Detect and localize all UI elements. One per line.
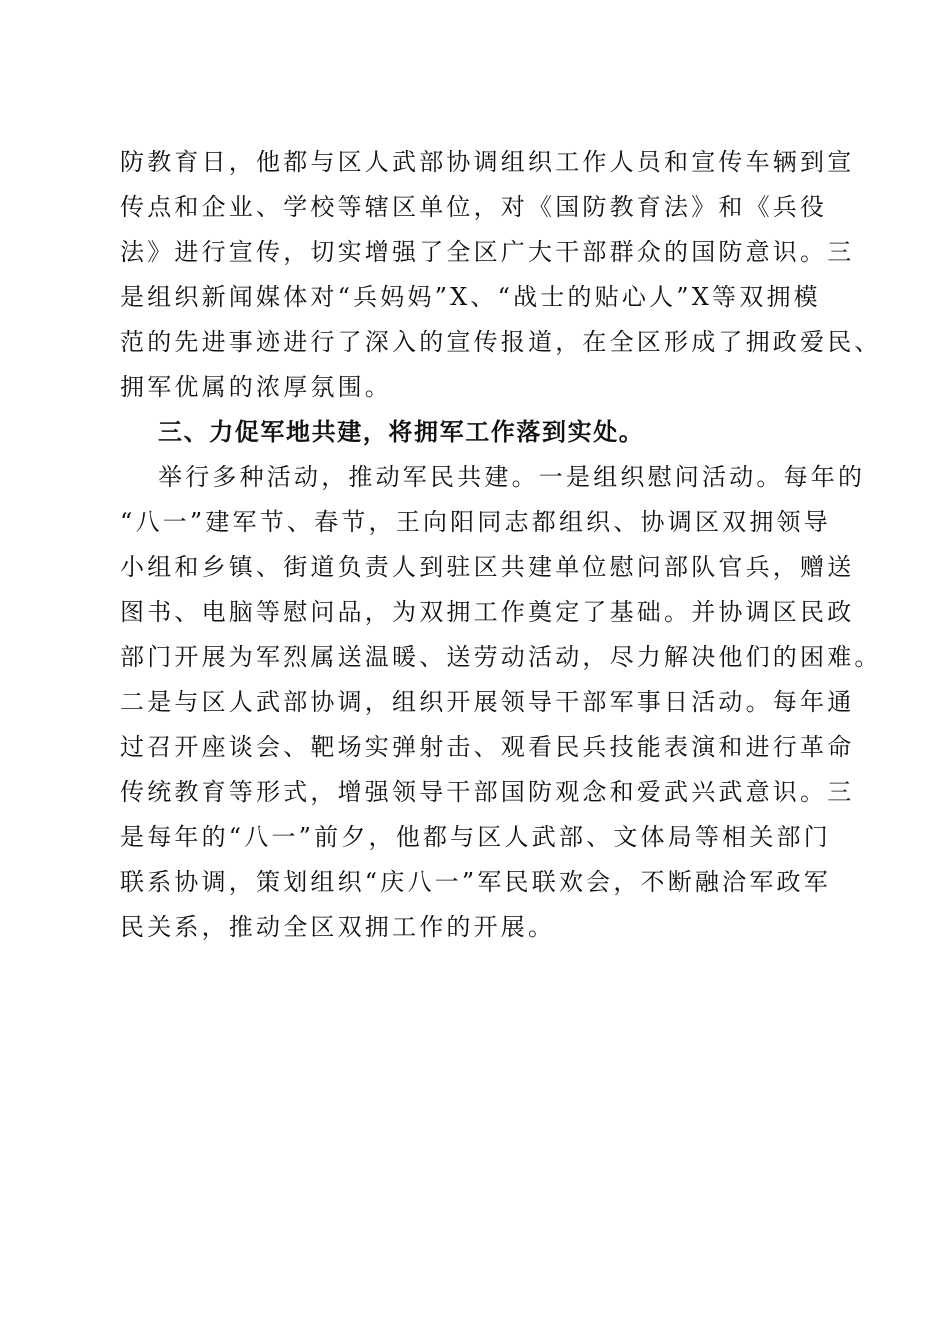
section-heading: 三、力促军地共建，将拥军工作落到实处。 <box>158 418 645 446</box>
text-line: 联系协调，策划组织“庆八一”军民联欢会，不断融洽军政军 <box>120 868 831 896</box>
text-line: 过召开座谈会、靶场实弹射击、观看民兵技能表演和进行革命 <box>120 733 855 761</box>
text-line: 传统教育等形式，增强领导干部国防观念和爱武兴武意识。三 <box>120 778 855 806</box>
text-line: 举行多种活动，推动军民共建。一是组织慰问活动。每年的 <box>158 463 866 491</box>
text-line: “八一”建军节、春节，王向阳同志都组织、协调区双拥领导 <box>120 508 831 536</box>
paragraph-2 <box>120 455 882 950</box>
text-line: 拥军优属的浓厚氛围。 <box>120 373 392 401</box>
text-line: 图书、电脑等慰问品，为双拥工作奠定了基础。并协调区民政 <box>120 598 855 626</box>
paragraph-1 <box>120 140 882 410</box>
text-line: 防教育日，他都与区人武部协调组织工作人员和宣传车辆到宣 <box>120 148 855 176</box>
text-line: 是每年的“八一”前夕，他都与区人武部、文体局等相关部门 <box>120 823 831 851</box>
text-line: 是组织新闻媒体对“兵妈妈”X、“战士的贴心人”X等双拥模 <box>120 283 821 311</box>
text-line: 法》进行宣传，切实增强了全区广大干部群众的国防意识。三 <box>120 238 855 266</box>
text-line: 部门开展为军烈属送温暖、送劳动活动，尽力解决他们的困难。 <box>120 643 882 671</box>
text-line: 民关系，推动全区双拥工作的开展。 <box>120 913 556 941</box>
text-line: 传点和企业、学校等辖区单位，对《国防教育法》和《兵役 <box>120 193 828 221</box>
document-body <box>120 140 882 950</box>
text-line: 二是与区人武部协调，组织开展领导干部军事日活动。每年通 <box>120 688 855 716</box>
text-line: 范的先进事迹进行了深入的宣传报道，在全区形成了拥政爱民、 <box>120 328 882 356</box>
text-line: 小组和乡镇、街道负责人到驻区共建单位慰问部队官兵，赠送 <box>120 553 855 581</box>
